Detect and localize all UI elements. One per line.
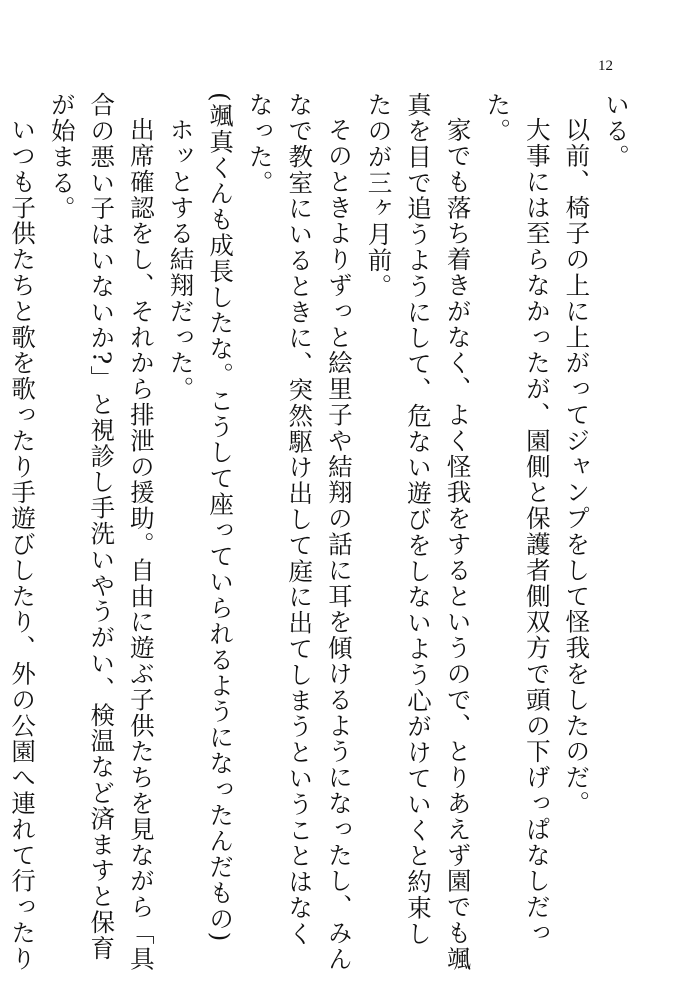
paragraph: 家でも落ち着きがなく、よく怪我をするというので、とりあえず園でも颯真を目で追うようにして、危ない遊びをしないよう心がけていくと約束したのが三ヶ月前。 (364, 92, 473, 972)
page-number: 12 (598, 58, 613, 74)
paragraph: (颯真くんも成長したな。こうして座っていられるようになったんだもの) (206, 92, 236, 943)
paragraph: 出席確認をし、それから排泄の援助。自由に遊ぶ子供たちを見ながら「具合の悪い子はいないか?」と視診し手洗いやうがい、検温など済ますと保育が始まる。 (47, 92, 156, 972)
paragraph: いつも子供たちと歌を歌ったり手遊びしたり、外の公園へ連れて行ったり (8, 116, 38, 972)
body-text (0, 92, 636, 972)
paragraph: 以前、椅子の上に上がってジャンプをして怪我をしたのだ。 (562, 116, 592, 816)
paragraph: そのときよりずっと絵里子や結翔の話に耳を傾けるようになったし、みんなで教室にいるときに、突然駆け出して庭に出てしまうということはなくなった。 (245, 92, 354, 972)
paragraph: 大事には至らなかったが、園側と保護者側双方で頭の下げっぱなしだった。 (483, 92, 552, 946)
paragraph: いる。 (602, 92, 631, 170)
paragraph: ホッとする結翔だった。 (166, 116, 196, 402)
